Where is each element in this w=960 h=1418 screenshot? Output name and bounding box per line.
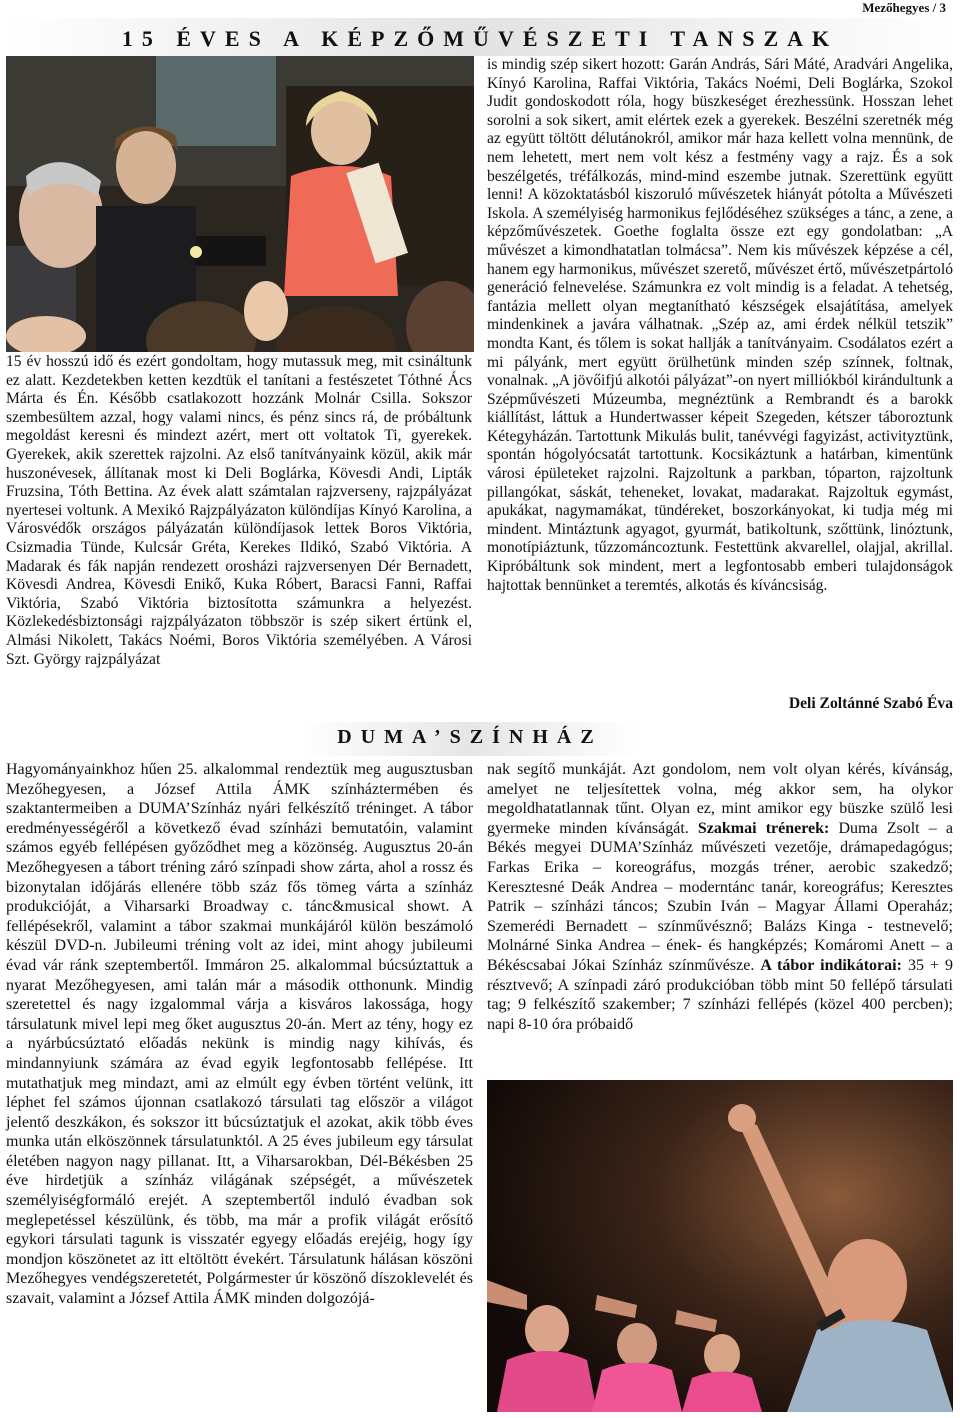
stage-performance-photo	[487, 1080, 953, 1412]
section1-right-text: is mindig szép sikert hozott: Garán András, Sári Máté, Aradvári Angelika, Kínyó Karolina, Raffai Viktória, Takács Noémi, Deli Boglárka, Szokol Judit gondoskodott róla, hogy büszkeséget érezhessünk. Hosszan lehet sorolni a sok sikert, amit elértek ezek a gyerekek. Beszélni szeretnék még az együtt töltött délutánokról, amikor már haza kellett volna mennünk, de nem lehetett, mert nem volt kész a festmény vagy a rajz. És a sok beszélgetés, tréfálkozás, mind-mind eszembe jutnak. Szerettünk együtt lenni! A közoktatásból kiszoruló művészetek hiányát pótolta a Művészeti Iskola. A személyiség harmonikus fejlődéséhez szükséges a tánc, a zene, a képzőművészetek. Goethe foglalta össze ezt egy gondolatban: „A művészet a kimondhatatlan tolmácsa”. Nem kis művészek képzése a cél, hanem egy harmonikus, művészet szerető, művészet értő, művészetpártoló generáció felnevelése. Számunkra ez volt mindig is a feladat. A tehetség, fantázia mellett olyan megtanítható készségek elsajátítása, amelyek mindenkinek a javára válhatnak. „Szép az, ami érdek nélkül tetszik” mondta Kant, és tőlem is sokat hallják a tanítványaim. Csodálatos ezért a mi pályánk, mert együtt örülhetünk minden szép színnek, foltnak, vonalnak. „A jövőifjú alkotói pályázat”-on nyert milliókból kirándultunk a Szépművészeti Múzeumba, megnéztünk a Rembrandt és a barokk kiállítást, láttuk a Hundertwasser képeit Szegeden, kétszer táboroztunk Kétegyházán. Tartottunk Mikulás bulit, tanévvégi fagyizást, activityztünk, spontán hógolyócsatát tartottunk. Kocsikáztunk a határban, kimentünk városi épületeket rajzolni. Rajzoltunk a parkban, tóparton, rajzoltunk pillangókat, sáskát, teheneket, lovakat, madarakat. Rajzoltuk egymást, apukákat, nagymamákat, tündéreket, boszorkányokat, ki tudja még mi mindent. Mintáztunk agyagot, gyurmát, batikoltunk, szőttünk, linóztunk, monotípiáztunk, tűzzománcoztunk. Festettünk akvarellel, olajjal, akrillal. Kipróbáltunk sok mindent, mert a legfontosabb emberi tulajdonságok hajtottak bennünket a teremtés, alkotás és kíváncsiság.	[487, 56, 953, 594]
indicators-label: A tábor indikátorai:	[760, 956, 908, 974]
page-header: Mezőhegyes / 3	[862, 0, 946, 15]
section1-right-column	[487, 56, 953, 595]
section2-left-text: Hagyományainkhoz hűen 25. alkalommal rendeztük meg augusztusban Mezőhegyesen, a József Attila ÁMK színháztermében és szaktantermeiben a DUMA’Színház nyári felkészítő tréninget. A tábor eredményességéről a következő évad színházi bemutatóin, valamint számos egyéb fellépésen győződhet meg a közönség. Augusztus 20-án Mezőhegyesen a tábort tréning záró színpadi show zárta, ahol a rossz és bizonytalan időjárás ellenére több száz fős tömeg várta a színház produkcióját, a Viharsarki Broadway c. tánc&musical showt. A fellépésekről, valamint a tábor szakmai munkájáról külön beszámoló készül DVD-n. Jubileumi tréning volt az idei, mint ahogy jubileumi évad vár ránk szeptembertől. Immáron 25. alkalommal búcsúztattuk a nyarat Mezőhegyesen, ami talán már a második otthonunk. Mindig szeretettel és nagy izgalommal várja a kisváros lakossága, hogy társulatunk mivel lepi meg őket augusztus 20-án. Mert az tény, hogy ez a nyárbúcsúztató előadás nekünk is mindig nagy kihívás, és mindannyiunk számára az évad egyik legfontosabb fellépése. Itt mutathatjuk meg mindazt, ami az elmúlt egy évben történt velünk, itt léphet fel számos újonnan csatlakozó társulati tag először a világot jelentő deszkákon, és sokszor itt búcsúztatjuk el azokat, akik több éves munka után elköszönnek társulatunktól. A 25 éves jubileum egy társulat életében nagyon nagy pillanat. Itt, a Viharsarokban, Dél-Békésben 25 éve hirdetjük a színház világának szépségét, a művészetek személyiségformáló erejét. A szeptembertől induló évadban sok meglepetéssel készülünk, és több, ma már a profik világát erősítő egykori társulati tagunk is visszatér egyegy előadás erejéig, hogy így mondjon köszönetet az itt eltöltött évekért. Társulatunk hálásan köszöni Mezőhegyes vendégszeretetét, Polgármester úr köszönő díszoklevelét és szavait, valamint a József Attila ÁMK minden dolgozójá-	[6, 761, 473, 1308]
signature: Deli Zoltánné Szabó Éva	[788, 695, 953, 712]
section1-title: 15 ÉVES A KÉPZŐMŰVÉSZETI TANSZAK	[121, 26, 839, 51]
section2-title: DUMA’SZÍNHÁZ	[337, 726, 603, 748]
trainers-label: Szakmai trénerek:	[697, 819, 839, 837]
section2-right-column	[487, 760, 953, 1034]
trainers-text: Duma Zsolt – a Békés megyei DUMA’Színház művészeti vezetője, drámapedagógus; Farkas Erika – koreográfus, mozgás tréner, aerobic szakedző; Keresztesné Deák Andrea – moderntánc tanár, koreográfus; Keresztes Patrik – színházi táncos; Szubin Iván – Magyar Állami Operaház; Szemerédi Bernadett – színművésznő; Balázs Kinga - testnevelő; Molnárné Sinka Andrea – ének- és hangképzés; Komáromi Anett – a Békéscsabai Jókai Színház színművésze.	[487, 819, 953, 974]
section1-left-text: 15 év hosszú idő és ezért gondoltam, hogy mutassuk meg, mit csináltunk ez alatt. Kezdetekben ketten kezdtük el tanítani a festészetet Tóthné Ács Márta és Én. Később csatlakozott hozzánk Molnár Csilla. Sokszor szembesültem azzal, hogy valami nincs, és pénz sincs rá, de próbáltunk megoldást keresni és mindezt azért, mert ott voltatok Ti, gyerekek. Gyerekek, akik szerettek rajzolni. Az első tanítványaink közül, akik már huszonévesek, állítanak most ki Deli Boglárka, Kövesdi Andi, Lipták Fruzsina, Tóth Bettina. Az évek alatt számtalan rajzverseny, rajzpályázat nyertesei voltunk. A Mexikó Rajzpályázaton különdíjas Kínyó Karolina, a Városvédők országos pályázatán különdíjasok lettek Boros Viktória, Csizmadia Tünde, Kulcsár Gréta, Kerekes Ildikó, Szabó Viktória. A Madarak és fák napján rendezett orosházi rajzversenyen Dér Bernadett, Kövesdi Andrea, Kövesdi Enikő, Kuka Róbert, Baracsi Fanni, Raffai Viktória, Szabó Viktória biztosította számunkra a helyezést. Közlekedésbiztonsági rajzpályázaton többször is szép sikert értünk el, Almási Nikolett, Takács Noémi, Boros Viktória személyében. A Városi Szt. György rajzpályázat	[6, 353, 472, 668]
section2-right-intro: nak segítő munkáját. Azt gondolom, nem volt olyan kérés, kívánság, amelyet ne teljesítettek volna, még akkor sem, ha olykor megoldhatatlannak tűnt. Olyan ez, mint amikor egy büszke szülő lesi gyermeke minden kívánságát.	[487, 761, 953, 837]
award-ceremony-photo	[6, 56, 474, 352]
indicators-text: 35 + 9 résztvevő; A színpadi záró produkcióban több mint 50 fellépő társulati tag; 9 felkészítő szakember; 7 színházi fellépés (közel 400 percben); napi 8-10 óra próbaidő	[487, 956, 954, 1033]
